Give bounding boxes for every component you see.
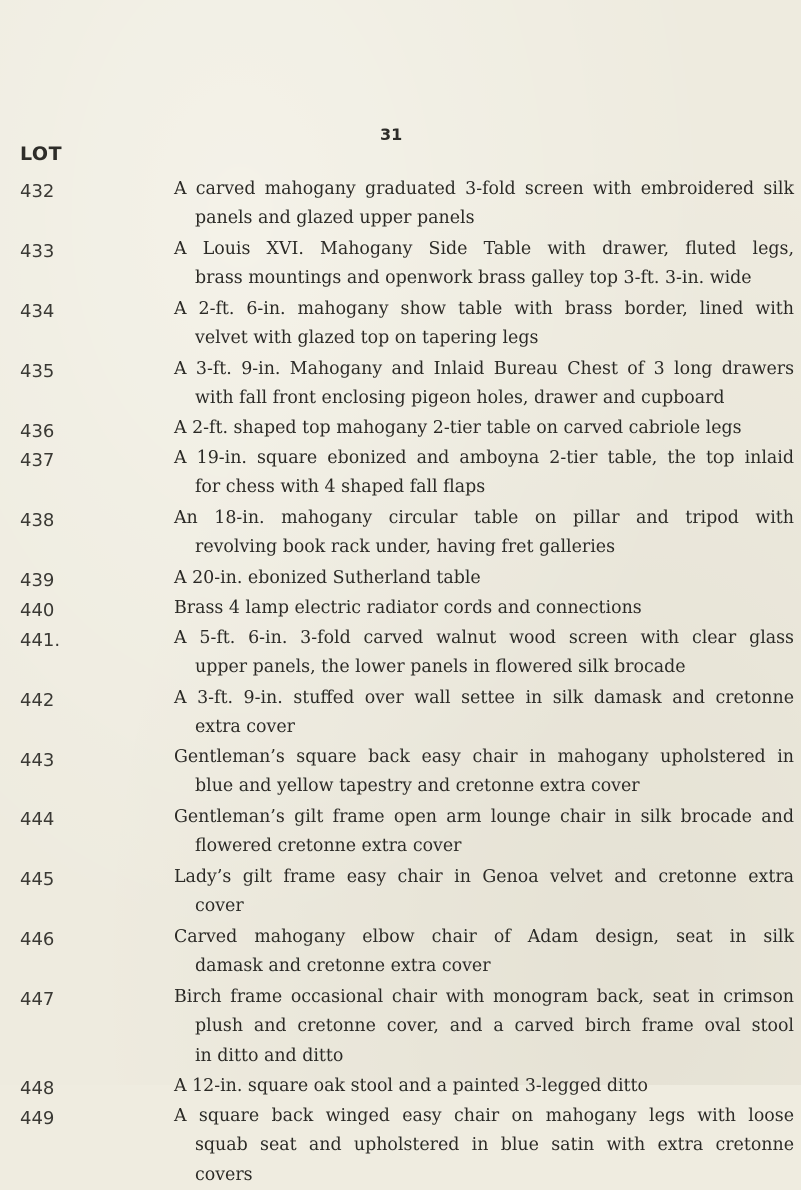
description-line: Gentleman’s gilt frame open arm lounge chair in silk brocade and: [174, 807, 794, 827]
description-line: Carved mahogany elbow chair of Adam design, seat in silk: [174, 927, 794, 947]
description-line: Gentleman’s square back easy chair in mahogany upholstered in: [174, 747, 794, 767]
lot-number: 449: [20, 1108, 55, 1129]
lot-description: [174, 923, 794, 982]
description-line: A 3-ft. 9-in. stuffed over wall settee in silk damask and cretonne: [174, 688, 794, 708]
lot-description: [174, 564, 794, 593]
lot-description: [174, 414, 794, 443]
description-line: revolving book rack under, having fret galleries: [195, 537, 615, 558]
lot-number: 436: [20, 421, 55, 442]
description-line: A square back winged easy chair on mahogany legs with loose: [174, 1106, 794, 1126]
lot-number: 442: [20, 690, 55, 711]
lot-number: 439: [20, 570, 55, 591]
description-line: Lady’s gilt frame easy chair in Genoa velvet and cretonne extra: [174, 867, 794, 887]
lot-number: 441.: [20, 630, 61, 651]
description-line: squab seat and upholstered in blue satin with extra cretonne: [195, 1135, 794, 1156]
lot-number: 433: [20, 241, 55, 262]
description-line: flowered cretonne extra cover: [195, 836, 462, 857]
description-line: A 19-in. square ebonized and amboyna 2-tier table, the top inlaid: [174, 448, 794, 468]
description-line: velvet with glazed top on tapering legs: [195, 328, 539, 349]
description-line: Brass 4 lamp electric radiator cords and connections: [174, 598, 642, 618]
lot-description: [174, 444, 794, 503]
lot-number: 432: [20, 181, 55, 202]
lot-description: [174, 1072, 794, 1101]
page-number: 31: [380, 125, 403, 144]
description-line: A 2-ft. 6-in. mahogany show table with brass border, lined with: [174, 299, 794, 319]
description-line: panels and glazed upper panels: [195, 208, 475, 229]
lot-description: [174, 355, 794, 414]
description-line: A Louis XVI. Mahogany Side Table with drawer, fluted legs,: [174, 239, 794, 259]
lot-number: 445: [20, 869, 55, 890]
description-line: blue and yellow tapestry and cretonne extra cover: [195, 776, 640, 797]
lot-description: [174, 983, 794, 1071]
lot-description: [174, 1102, 794, 1190]
lot-number: 447: [20, 989, 55, 1010]
description-line: Birch frame occasional chair with monogram back, seat in crimson: [174, 987, 794, 1007]
lot-number: 434: [20, 301, 55, 322]
lot-description: [174, 175, 794, 234]
description-line: A 5-ft. 6-in. 3-fold carved walnut wood screen with clear glass: [174, 628, 794, 648]
lot-description: [174, 743, 794, 802]
lot-number: 448: [20, 1078, 55, 1099]
description-line: extra cover: [195, 717, 295, 738]
lot-number: 444: [20, 809, 55, 830]
lot-description: [174, 624, 794, 683]
lot-description: [174, 684, 794, 743]
description-line: plush and cretonne cover, and a carved birch frame oval stool: [195, 1016, 794, 1037]
description-line: brass mountings and openwork brass galley top 3-ft. 3-in. wide: [195, 268, 752, 289]
description-line: with fall front enclosing pigeon holes, drawer and cupboard: [195, 388, 725, 409]
description-line: covers: [195, 1164, 253, 1185]
description-line: for chess with 4 shaped fall flaps: [195, 477, 486, 498]
lot-number: 443: [20, 750, 55, 771]
lot-column-header: LOT: [20, 143, 63, 165]
description-line: A 20-in. ebonized Sutherland table: [174, 568, 481, 588]
lot-number: 437: [20, 450, 55, 471]
lot-description: [174, 235, 794, 294]
description-line: in ditto and ditto: [195, 1045, 344, 1066]
lot-number: 435: [20, 361, 55, 382]
description-line: A 12-in. square oak stool and a painted 3-legged ditto: [174, 1076, 648, 1096]
lot-number: 440: [20, 600, 55, 621]
lot-description: [174, 504, 794, 563]
lot-description: [174, 863, 794, 922]
description-line: A carved mahogany graduated 3-fold screen with embroidered silk: [174, 179, 794, 199]
description-line: An 18-in. mahogany circular table on pillar and tripod with: [174, 508, 794, 528]
lot-number: 446: [20, 929, 55, 950]
description-line: A 3-ft. 9-in. Mahogany and Inlaid Bureau Chest of 3 long drawers: [174, 359, 794, 379]
lot-description: [174, 803, 794, 862]
description-line: A 2-ft. shaped top mahogany 2-tier table on carved cabriole legs: [174, 418, 742, 438]
lot-description: [174, 594, 794, 623]
description-line: damask and cretonne extra cover: [195, 956, 491, 977]
description-line: cover: [195, 896, 244, 917]
description-line: upper panels, the lower panels in flowered silk brocade: [195, 657, 686, 678]
lot-description: [174, 295, 794, 354]
lot-number: 438: [20, 510, 55, 531]
